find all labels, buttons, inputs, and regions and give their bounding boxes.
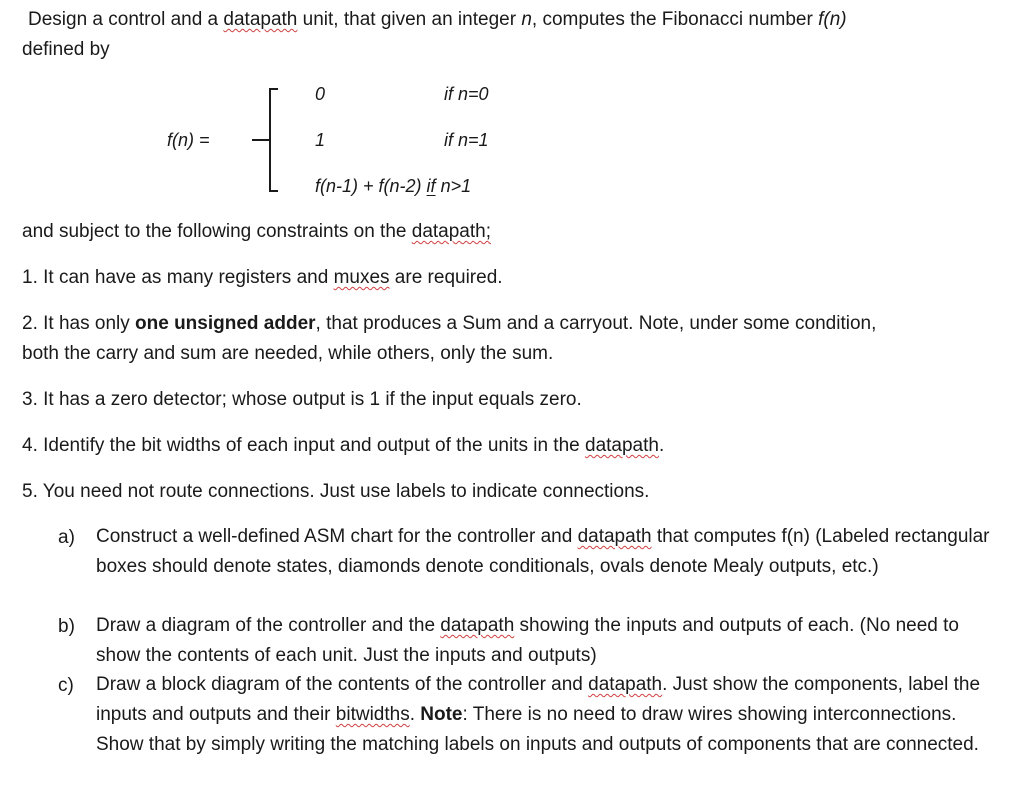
case-2-condition: n>1 bbox=[440, 176, 472, 196]
part-b-text bbox=[96, 611, 996, 671]
intro-text-3: , computes the Fibonacci number bbox=[531, 9, 819, 30]
part-a-label: a) bbox=[58, 527, 75, 548]
constraint-1 bbox=[22, 268, 503, 287]
case-1-value: 1 bbox=[315, 130, 326, 150]
part-a-text bbox=[96, 522, 996, 582]
datapath-term: datapath bbox=[585, 435, 659, 456]
f-variable: f(n) bbox=[818, 9, 847, 30]
datapath-term: datapath bbox=[440, 615, 515, 636]
case-2-value: f(n-1) + f(n-2) bbox=[315, 176, 422, 196]
intro-line-2: defined by bbox=[22, 39, 110, 60]
case-0-value: 0 bbox=[315, 84, 326, 104]
part-c-text-4: : There is no need to draw wires showing interconnections. Show that by simply writing the matching labels on inputs and outputs of components that are connected. bbox=[96, 704, 979, 755]
note-label: Note bbox=[420, 704, 463, 725]
constraint-5: 5. You need not route connections. Just use labels to indicate connections. bbox=[22, 481, 650, 502]
datapath-term: datapath bbox=[223, 9, 298, 30]
part-b-text-1: Draw a diagram of the controller and the bbox=[96, 615, 441, 636]
constraint-4 bbox=[22, 436, 664, 455]
datapath-term: datapath bbox=[577, 526, 652, 547]
part-c-text-2: . Just show the components, label the inputs and outputs and their bbox=[96, 674, 981, 725]
constraint-3: 3. It has a zero detector; whose output is 1 if the input equals zero. bbox=[22, 389, 582, 410]
case-0-condition: if n=0 bbox=[444, 84, 489, 104]
brace-icon bbox=[250, 86, 290, 194]
bitwidths-term: bitwidths bbox=[335, 704, 410, 725]
datapath-term: datapath bbox=[588, 674, 663, 695]
part-c-label: c) bbox=[58, 675, 74, 696]
constraint-2 bbox=[22, 314, 876, 333]
intro-text-1: Design a control and a bbox=[28, 9, 224, 30]
datapath-term: datapath; bbox=[411, 221, 491, 242]
part-c-text-1: Draw a block diagram of the contents of the controller and bbox=[96, 674, 589, 695]
constraint-2-line-2: both the carry and sum are needed, while others, only the sum. bbox=[22, 343, 554, 364]
part-b-label: b) bbox=[58, 616, 75, 637]
case-2-row bbox=[315, 177, 471, 195]
constraints-intro-text: and subject to the following constraints on the bbox=[22, 221, 412, 242]
constraint-2-text-end: , that produces a Sum and a carryout. Note, under some condition, bbox=[315, 313, 877, 334]
intro-line-1 bbox=[28, 10, 847, 29]
constraint-1-text-end: are required. bbox=[389, 267, 503, 288]
intro-text-2: unit, that given an integer bbox=[297, 9, 522, 30]
constraints-intro bbox=[22, 222, 491, 241]
muxes-term: muxes bbox=[333, 267, 390, 288]
part-c-text bbox=[96, 670, 996, 760]
n-variable: n bbox=[521, 9, 532, 30]
equation-lhs: f(n) = bbox=[167, 130, 210, 150]
constraint-4-text: 4. Identify the bit widths of each input and output of the units in the bbox=[22, 435, 585, 456]
part-c-text-3: . bbox=[409, 704, 421, 725]
constraint-2-text: 2. It has only bbox=[22, 313, 136, 334]
constraint-1-text: 1. It can have as many registers and bbox=[22, 267, 334, 288]
case-1-condition: if n=1 bbox=[444, 130, 489, 150]
constraint-4-text-end: . bbox=[658, 435, 665, 456]
part-a-text-2: that computes f(n) (Labeled rectangular boxes should denote states, diamonds denote conditionals, ovals denote Mealy outputs, etc.) bbox=[96, 526, 990, 577]
part-a-text-1: Construct a well-defined ASM chart for the controller and bbox=[96, 526, 578, 547]
part-b-text-2: showing the inputs and outputs of each. (No need to show the contents of each unit. Just the inputs and outputs) bbox=[96, 615, 959, 666]
one-unsigned-adder: one unsigned adder bbox=[135, 313, 316, 334]
case-2-if: if bbox=[426, 176, 436, 196]
